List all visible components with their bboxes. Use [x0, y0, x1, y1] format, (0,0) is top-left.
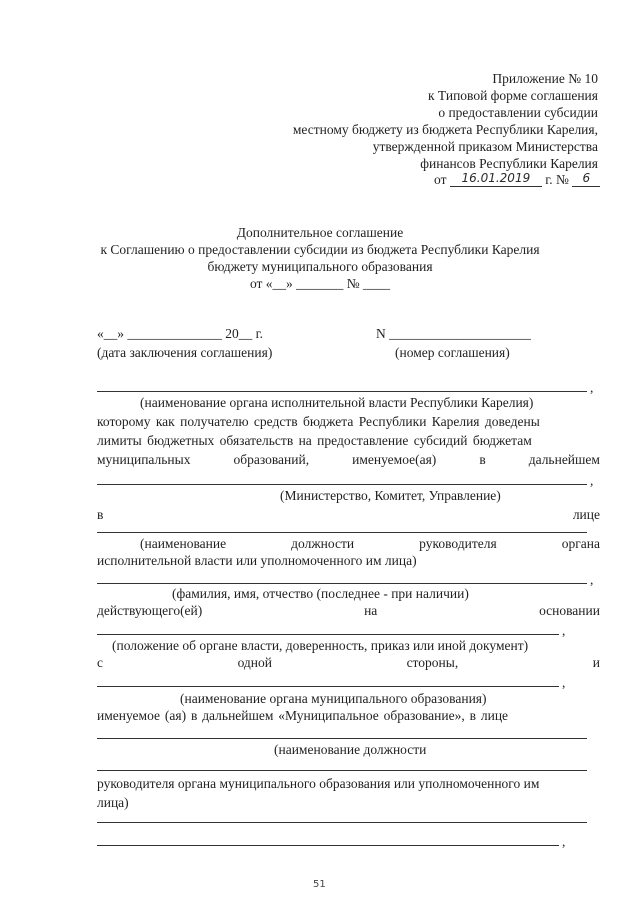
word: должности [291, 536, 355, 551]
number-caption: (номер соглашения) [395, 345, 510, 360]
page-number: 51 [313, 879, 326, 890]
paragraph-1-line-1: которому как получателю средств бюджета Республики Карелия доведены [97, 414, 540, 429]
word: с [97, 655, 103, 670]
paragraph-1-line-2: лимиты бюджетных обязательств на предоставление субсидий бюджетам [97, 433, 532, 448]
word: на [364, 603, 378, 618]
appendix-date-prefix: от [434, 172, 447, 187]
comma: , [562, 834, 566, 849]
head-line: руководителя органа муниципального образования или уполномоченного им [97, 776, 540, 791]
title-line-4: от «__» _______ № ____ [249, 276, 391, 291]
mo-caption: (наименование органа муниципального образования) [180, 691, 487, 706]
appendix-line-4: местному бюджету из бюджета Республики Карелия, [292, 122, 598, 137]
position-caption-line-1 [140, 536, 600, 552]
word: именуемое(ая) [352, 452, 437, 467]
ministry-blank-line [97, 484, 587, 485]
comma: , [562, 675, 566, 690]
appendix-block [293, 70, 598, 172]
word: стороны, [406, 655, 459, 670]
title-line-1: Дополнительное соглашение [236, 225, 404, 240]
appendix-line-6: финансов Республики Карелия [420, 156, 598, 171]
comma: , [562, 623, 566, 638]
in-person-of-line [97, 507, 600, 523]
blank-line-1 [97, 822, 587, 823]
word: образований, [233, 452, 310, 467]
basis-caption: (положение об органе власти, доверенность, приказ или иной документ) [112, 638, 529, 653]
date-field: «__» ______________ 20__ г. [97, 326, 264, 341]
basis-blank-line [97, 634, 559, 635]
word: лице [572, 507, 600, 522]
word: действующего(ей) [97, 603, 203, 618]
comma: , [590, 473, 594, 488]
appendix-line-1: Приложение № 10 [492, 71, 598, 86]
position-blank-line [97, 532, 587, 533]
acting-basis-line [97, 603, 600, 619]
word: одной [237, 655, 272, 670]
authority-blank-line [97, 391, 587, 392]
head-blank-line [97, 770, 587, 771]
word: в [479, 452, 486, 467]
blank-line-2 [97, 845, 559, 846]
position2-blank-line [97, 738, 587, 739]
appendix-line-3: о предоставлении субсидии [438, 105, 598, 120]
one-side-line [97, 655, 600, 671]
date-caption: (дата заключения соглашения) [97, 345, 273, 360]
word: основании [539, 603, 600, 618]
mo-named-line: именуемое (ая) в дальнейшем «Муниципальное образование», в лице [97, 708, 509, 723]
face-line: лица) [97, 795, 129, 810]
appendix-date-line [434, 172, 600, 189]
position-caption-line-2: исполнительной власти или уполномоченного им лица) [97, 553, 417, 568]
word: дальнейшем [528, 452, 600, 467]
appendix-date-suffix: г. № [545, 172, 569, 187]
handwritten-number: 6 [582, 171, 591, 185]
appendix-line-2: к Типовой форме соглашения [428, 88, 598, 103]
fio-caption: (фамилия, имя, отчество (последнее - при наличии) [172, 586, 469, 601]
comma: , [590, 380, 594, 395]
position2-caption: (наименование должности [274, 742, 427, 757]
word: в [97, 507, 104, 522]
word: руководителя [419, 536, 497, 551]
paragraph-1-line-3 [97, 452, 600, 468]
handwritten-date: 16.01.2019 [461, 171, 531, 185]
word: муниципальных [97, 452, 191, 467]
agreement-title [0, 224, 640, 292]
fio-blank-line [97, 583, 587, 584]
comma: , [590, 572, 594, 587]
number-field: N _____________________ [376, 326, 531, 341]
word: и [592, 655, 600, 670]
word: (наименование [140, 536, 227, 551]
title-line-2: к Соглашению о предоставлении субсидии из бюджета Республики Карелия [100, 242, 540, 257]
word: органа [561, 536, 600, 551]
mo-blank-line [97, 686, 559, 687]
authority-caption: (наименование органа исполнительной власти Республики Карелия) [140, 395, 534, 410]
appendix-line-5: утвержденной приказом Министерства [372, 139, 598, 154]
ministry-caption: (Министерство, Комитет, Управление) [280, 488, 501, 503]
title-line-3: бюджету муниципального образования [207, 259, 433, 274]
